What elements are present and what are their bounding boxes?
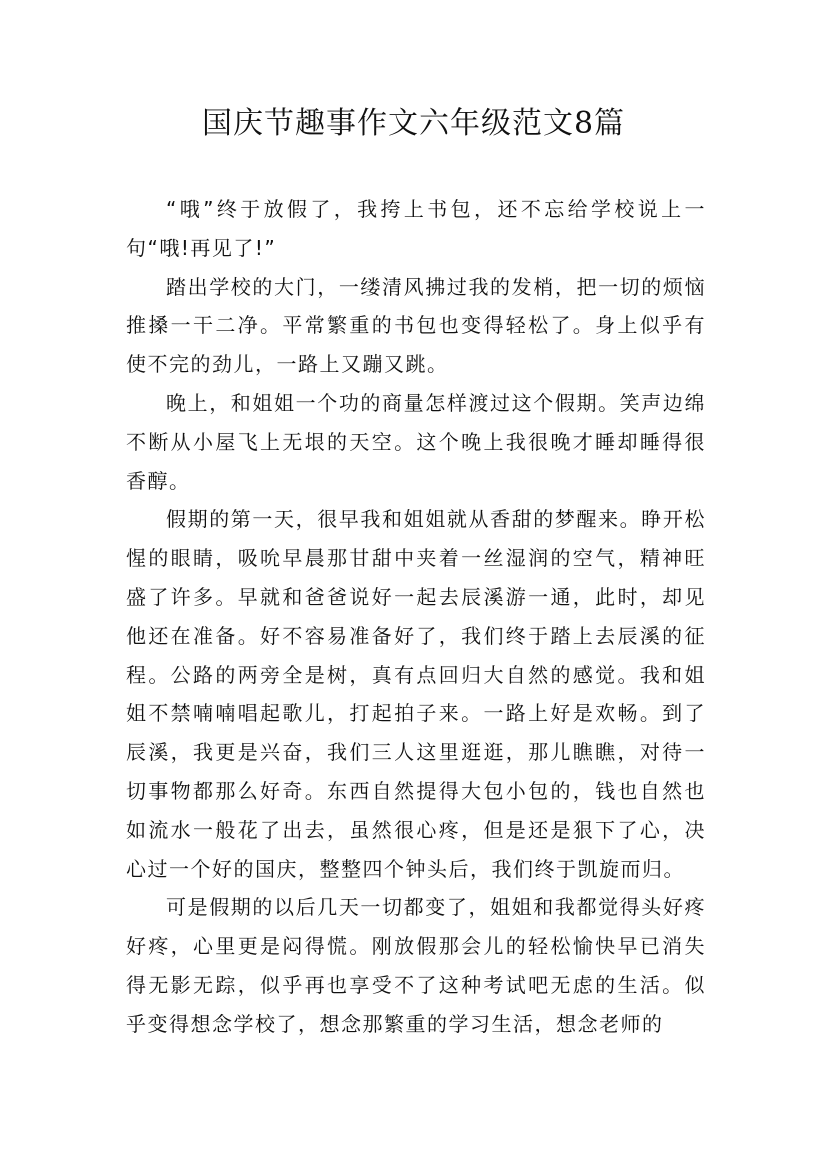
paragraph: 可是假期的以后几天一切都变了，姐姐和我都觉得头好疼好疼，心里更是闷得慌。刚放假那会儿的轻松愉快早已消失得无影无踪，似乎再也享受不了这种考试吧无虑的生活。似乎变得想念学校了，想念那繁重的学习生活，想念老师的 xyxy=(126,895,706,1036)
paragraph: “哦”终于放假了，我挎上书包，还不忘给学校说上一句“哦!再见了!” xyxy=(126,197,706,260)
paragraph: 晚上，和姐姐一个功的商量怎样渡过这个假期。笑声边绵不断从小屋飞上无垠的天空。这个晚上我很晚才睡却睡得很香醇。 xyxy=(126,390,706,493)
paragraph: 踏出学校的大门，一缕清风拂过我的发梢，把一切的烦恼推搡一干二净。平常繁重的书包也变得轻松了。身上似乎有使不完的劲儿，一路上又蹦又跳。 xyxy=(126,274,706,377)
document-body xyxy=(126,190,706,1044)
document-title: 国庆节趣事作文六年级范文8篇 xyxy=(201,106,626,141)
paragraph: 假期的第一天，很早我和姐姐就从香甜的梦醒来。睁开松惺的眼睛，吸吮早晨那甘甜中夹着一丝湿润的空气，精神旺盛了许多。早就和爸爸说好一起去辰溪游一通，此时，却见他还在准备。好不容易准备好了，我们终于踏上去辰溪的征程。公路的两旁全是树，真有点回归大自然的感觉。我和姐姐不禁喃喃唱起歌儿，打起拍子来。一路上好是欢畅。到了辰溪，我更是兴奋，我们三人这里逛逛，那儿瞧瞧，对待一切事物都那么好奇。东西自然提得大包小包的，钱也自然也如流水一般花了出去，虽然很心疼，但是还是狠下了心，决心过一个好的国庆，整整四个钟头后，我们终于凯旋而归。 xyxy=(126,507,706,881)
